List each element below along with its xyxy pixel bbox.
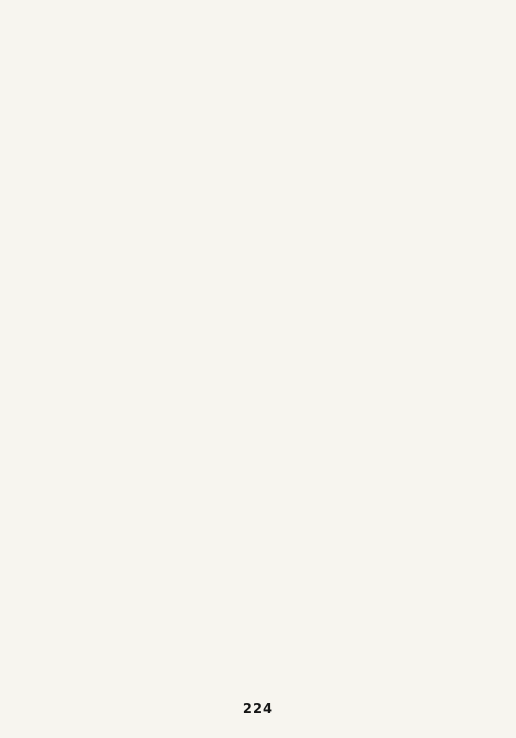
text-column-17 [56,40,76,672]
text-column-09 [263,40,283,672]
text-column-06 [341,40,361,672]
text-column-13 [159,40,179,672]
text-column-18 [30,40,50,672]
text-column-03 [418,40,438,672]
text-column-15 [108,40,128,672]
text-column-08 [289,40,309,672]
page-number: 224 [242,702,274,717]
text-column-12 [185,40,205,672]
text-column-04 [392,40,412,672]
text-column-02 [444,40,464,672]
text-column-07 [315,40,335,672]
text-column-16 [82,40,102,672]
text-column-11 [211,40,231,672]
text-column-01 [470,40,490,672]
text-column-14 [134,40,154,672]
text-column-10 [237,40,257,672]
vertical-text-block [30,40,490,672]
text-column-05 [366,40,386,672]
